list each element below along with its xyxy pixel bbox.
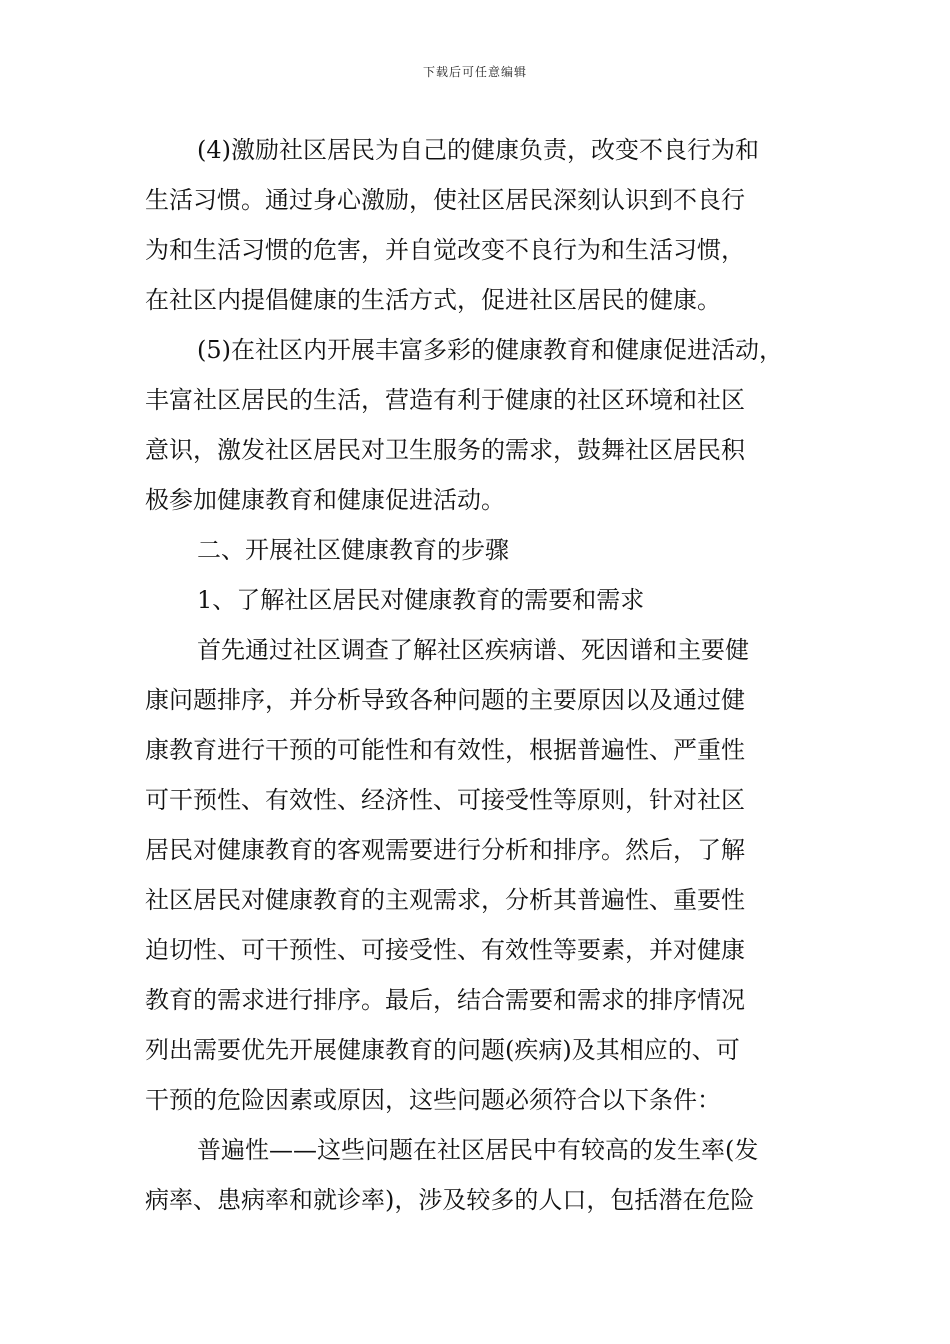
text-line: 意识，激发社区居民对卫生服务的需求，鼓舞社区居民积 xyxy=(145,436,745,464)
text-line: 列出需要优先开展健康教育的问题(疾病)及其相应的、可 xyxy=(145,1036,740,1064)
text-line: 为和生活习惯的危害，并自觉改变不良行为和生活习惯， xyxy=(145,236,745,264)
text-line: 康问题排序，并分析导致各种问题的主要原因以及通过健 xyxy=(145,686,745,714)
text-line: 居民对健康教育的客观需要进行分析和排序。然后，了解 xyxy=(145,836,745,864)
text-line: 首先通过社区调查了解社区疾病谱、死因谱和主要健 xyxy=(197,636,749,664)
text-line: 病率、患病率和就诊率)，涉及较多的人口，包括潜在危险 xyxy=(145,1186,755,1214)
text-line: 丰富社区居民的生活，营造有利于健康的社区环境和社区 xyxy=(145,386,745,414)
text-line: 在社区内提倡健康的生活方式，促进社区居民的健康。 xyxy=(145,286,721,314)
text-line: (5)在社区内开展丰富多彩的健康教育和健康促进活动， xyxy=(197,336,783,364)
text-line: 社区居民对健康教育的主观需求，分析其普遍性、重要性 xyxy=(145,886,745,914)
page-header: 下载后可任意编辑 xyxy=(422,65,527,79)
text-line: 康教育进行干预的可能性和有效性，根据普遍性、严重性 xyxy=(145,736,745,764)
text-line: 干预的危险因素或原因，这些问题必须符合以下条件： xyxy=(145,1086,721,1114)
subsection-heading: 1、了解社区居民对健康教育的需要和需求 xyxy=(197,586,645,614)
section-heading: 二、开展社区健康教育的步骤 xyxy=(197,536,509,564)
text-line: 生活习惯。通过身心激励，使社区居民深刻认识到不良行 xyxy=(145,186,745,214)
text-line: 普遍性——这些问题在社区居民中有较高的发生率(发 xyxy=(197,1136,759,1164)
text-line: 可干预性、有效性、经济性、可接受性等原则，针对社区 xyxy=(145,786,745,814)
document-body xyxy=(145,125,810,1225)
text-line: 教育的需求进行排序。最后，结合需要和需求的排序情况 xyxy=(145,986,745,1014)
text-line: (4)激励社区居民为自己的健康负责，改变不良行为和 xyxy=(197,136,759,164)
text-line: 迫切性、可干预性、可接受性、有效性等要素，并对健康 xyxy=(145,936,745,964)
text-line: 极参加健康教育和健康促进活动。 xyxy=(145,486,505,514)
